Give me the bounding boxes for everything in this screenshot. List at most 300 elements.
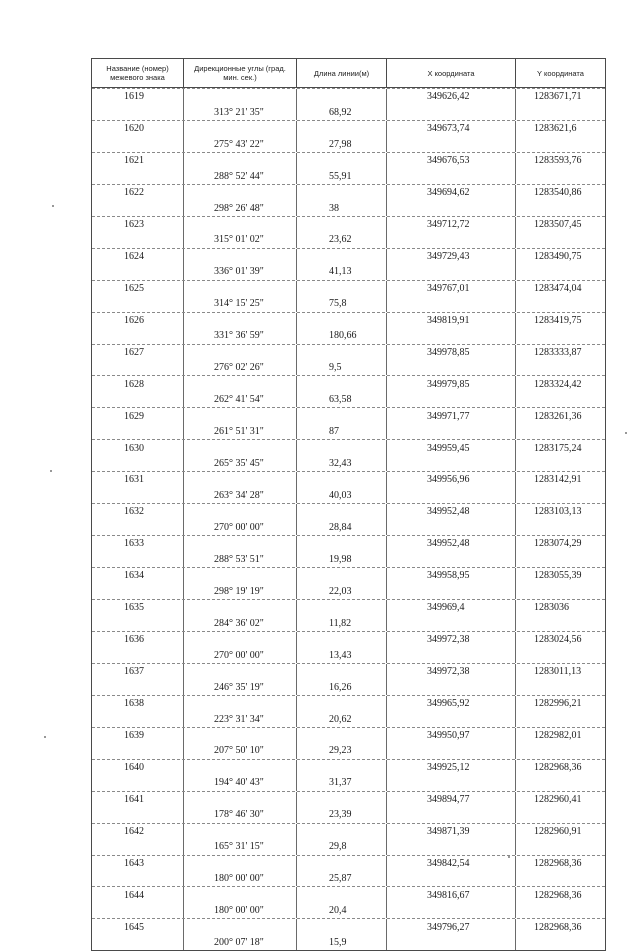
x-coordinate-cell-empty [387, 775, 516, 790]
length-cell-empty [297, 472, 387, 487]
scan-speck [52, 205, 54, 207]
segment-row [92, 615, 605, 630]
y-coordinate-cell: 1282968,36 [534, 857, 582, 869]
length-cell: 55,91 [297, 168, 387, 183]
point-name-cell-empty [92, 200, 184, 215]
angle-cell-empty [184, 536, 297, 551]
angle-cell-empty [184, 345, 297, 360]
angle-cell: 298° 19' 19" [184, 584, 297, 599]
y-coordinate-cell-empty [516, 456, 605, 471]
angle-cell-empty [184, 568, 297, 583]
segment-row [92, 424, 605, 439]
length-cell-empty [297, 760, 387, 775]
segment-row [92, 679, 605, 694]
angle-cell: 276° 02' 26" [184, 360, 297, 375]
y-coordinate-cell-empty [516, 839, 605, 854]
point-row [92, 599, 605, 615]
x-coordinate-cell-empty [387, 488, 516, 503]
y-coordinate-cell: 1283474,04 [534, 282, 582, 294]
segment-row [92, 743, 605, 758]
y-coordinate-cell: 1283671,71 [534, 91, 582, 103]
length-cell-empty [297, 887, 387, 902]
length-cell-empty [297, 440, 387, 455]
y-coordinate-cell-empty [516, 935, 605, 950]
point-name-cell: 1624 [92, 249, 184, 264]
x-coordinate-cell: 349978,85 [387, 345, 516, 360]
point-name-cell-empty [92, 679, 184, 694]
x-coordinate-cell-empty [387, 711, 516, 726]
table-body [92, 88, 605, 950]
length-cell: 25,87 [297, 871, 387, 886]
x-coordinate-cell-empty [387, 136, 516, 151]
length-cell-empty [297, 376, 387, 391]
angle-cell-empty [184, 185, 297, 200]
point-name-cell: 1638 [92, 696, 184, 711]
angle-cell-empty [184, 792, 297, 807]
x-coordinate-cell-empty [387, 392, 516, 407]
angle-cell: 314° 15' 25" [184, 296, 297, 311]
length-cell: 29,8 [297, 839, 387, 854]
x-coordinate-cell-empty [387, 807, 516, 822]
segment-row [92, 871, 605, 886]
length-cell: 38 [297, 200, 387, 215]
point-name-cell-empty [92, 935, 184, 950]
point-row [92, 216, 605, 232]
point-name-cell-empty [92, 136, 184, 151]
point-name-cell: 1639 [92, 728, 184, 743]
x-coordinate-cell: 349979,85 [387, 376, 516, 391]
x-coordinate-cell-empty [387, 520, 516, 535]
point-name-cell-empty [92, 743, 184, 758]
length-cell-empty [297, 121, 387, 136]
point-name-cell-empty [92, 647, 184, 662]
point-name-cell-empty [92, 552, 184, 567]
y-coordinate-cell: 1283175,24 [534, 442, 582, 454]
point-name-cell: 1620 [92, 121, 184, 136]
x-coordinate-cell: 349816,67 [387, 887, 516, 902]
y-coordinate-cell-empty [516, 328, 605, 343]
segment-row [92, 168, 605, 183]
point-name-cell-empty [92, 584, 184, 599]
length-cell: 27,98 [297, 136, 387, 151]
segment-row [92, 360, 605, 375]
point-row [92, 918, 605, 934]
y-coordinate-cell-empty [516, 296, 605, 311]
length-cell-empty [297, 217, 387, 232]
point-name-cell: 1630 [92, 440, 184, 455]
x-coordinate-cell: 349729,43 [387, 249, 516, 264]
y-coordinate-cell-empty [516, 520, 605, 535]
point-name-cell-empty [92, 903, 184, 918]
x-coordinate-cell-empty [387, 615, 516, 630]
length-cell: 11,82 [297, 615, 387, 630]
y-coordinate-cell: 1283490,75 [534, 250, 582, 262]
x-coordinate-cell: 349673,74 [387, 121, 516, 136]
segment-row [92, 456, 605, 471]
y-coordinate-cell: 1283540,86 [534, 187, 582, 199]
x-coordinate-cell-empty [387, 743, 516, 758]
point-name-cell: 1634 [92, 568, 184, 583]
length-cell-empty [297, 696, 387, 711]
length-cell-empty [297, 345, 387, 360]
segment-row [92, 328, 605, 343]
y-coordinate-cell: 1282982,01 [534, 729, 582, 741]
x-coordinate-cell: 349694,62 [387, 185, 516, 200]
x-coordinate-cell: 349676,53 [387, 153, 516, 168]
x-coordinate-cell: 349969,4 [387, 600, 516, 615]
x-coordinate-cell-empty [387, 424, 516, 439]
length-cell: 15,9 [297, 935, 387, 950]
point-row [92, 248, 605, 264]
angle-cell: 194° 40' 43" [184, 775, 297, 790]
y-coordinate-cell: 1283261,36 [534, 410, 582, 422]
header-y: Y координата [537, 68, 584, 78]
segment-row [92, 264, 605, 279]
length-cell: 22,03 [297, 584, 387, 599]
segment-row [92, 903, 605, 918]
x-coordinate-cell: 349950,97 [387, 728, 516, 743]
point-row [92, 663, 605, 679]
point-row [92, 120, 605, 136]
y-coordinate-cell: 1283621,6 [534, 123, 577, 135]
point-name-cell-empty [92, 232, 184, 247]
y-coordinate-cell-empty [516, 488, 605, 503]
point-name-cell-empty [92, 328, 184, 343]
angle-cell-empty [184, 760, 297, 775]
x-coordinate-cell-empty [387, 200, 516, 215]
x-coordinate-cell-empty [387, 456, 516, 471]
angle-cell: 270° 00' 00" [184, 520, 297, 535]
point-row [92, 184, 605, 200]
angle-cell-empty [184, 472, 297, 487]
point-name-cell: 1622 [92, 185, 184, 200]
y-coordinate-cell: 1283507,45 [534, 218, 582, 230]
angle-cell: 178° 46' 30" [184, 807, 297, 822]
length-cell: 19,98 [297, 552, 387, 567]
segment-row [92, 839, 605, 854]
header-length: Длина линии(м) [297, 59, 387, 87]
angle-cell-empty [184, 89, 297, 104]
y-coordinate-cell-empty [516, 679, 605, 694]
header-point-name: Название (номер) межевого знака [92, 59, 184, 87]
segment-row [92, 136, 605, 151]
point-row [92, 567, 605, 583]
segment-row [92, 520, 605, 535]
y-coordinate-cell: 1283103,13 [534, 506, 582, 518]
y-coordinate-cell-empty [516, 424, 605, 439]
length-cell: 31,37 [297, 775, 387, 790]
x-coordinate-cell-empty [387, 264, 516, 279]
x-coordinate-cell-empty [387, 839, 516, 854]
length-cell: 9,5 [297, 360, 387, 375]
segment-row [92, 807, 605, 822]
length-cell: 16,26 [297, 679, 387, 694]
length-cell: 13,43 [297, 647, 387, 662]
angle-cell-empty [184, 696, 297, 711]
x-coordinate-cell: 349971,77 [387, 408, 516, 423]
point-name-cell-empty [92, 296, 184, 311]
segment-row [92, 775, 605, 790]
angle-cell-empty [184, 632, 297, 647]
point-row [92, 823, 605, 839]
segment-row [92, 584, 605, 599]
y-coordinate-cell-empty [516, 136, 605, 151]
length-cell-empty [297, 568, 387, 583]
length-cell: 32,43 [297, 456, 387, 471]
y-coordinate-cell-empty [516, 871, 605, 886]
y-coordinate-cell: 1283011,13 [534, 666, 582, 678]
point-row [92, 503, 605, 519]
point-name-cell: 1625 [92, 281, 184, 296]
point-name-cell: 1637 [92, 664, 184, 679]
length-cell-empty [297, 185, 387, 200]
point-name-cell-empty [92, 424, 184, 439]
x-coordinate-cell: 349956,96 [387, 472, 516, 487]
point-name-cell-empty [92, 264, 184, 279]
y-coordinate-cell: 1283074,29 [534, 538, 582, 550]
length-cell: 28,84 [297, 520, 387, 535]
angle-cell: 262° 41' 54" [184, 392, 297, 407]
point-name-cell: 1619 [92, 89, 184, 104]
x-coordinate-cell: 349796,27 [387, 919, 516, 934]
angle-cell-empty [184, 313, 297, 328]
point-row [92, 886, 605, 902]
point-name-cell: 1621 [92, 153, 184, 168]
x-coordinate-cell-empty [387, 871, 516, 886]
y-coordinate-cell: 1283593,76 [534, 155, 582, 167]
length-cell: 68,92 [297, 104, 387, 119]
segment-row [92, 296, 605, 311]
x-coordinate-cell: 349958,95 [387, 568, 516, 583]
length-cell: 40,03 [297, 488, 387, 503]
angle-cell-empty [184, 440, 297, 455]
length-cell-empty [297, 792, 387, 807]
length-cell-empty [297, 408, 387, 423]
x-coordinate-cell-empty [387, 647, 516, 662]
x-coordinate-cell: 349972,38 [387, 632, 516, 647]
x-coordinate-cell-empty [387, 296, 516, 311]
point-name-cell-empty [92, 456, 184, 471]
length-cell: 23,39 [297, 807, 387, 822]
segment-row [92, 711, 605, 726]
point-name-cell: 1632 [92, 504, 184, 519]
length-cell: 20,62 [297, 711, 387, 726]
length-cell: 180,66 [297, 328, 387, 343]
y-coordinate-cell-empty [516, 807, 605, 822]
angle-cell: 331° 36' 59" [184, 328, 297, 343]
x-coordinate-cell-empty [387, 104, 516, 119]
point-name-cell-empty [92, 520, 184, 535]
angle-cell-empty [184, 600, 297, 615]
y-coordinate-cell-empty [516, 200, 605, 215]
point-row [92, 439, 605, 455]
length-cell-empty [297, 536, 387, 551]
x-coordinate-cell: 349925,12 [387, 760, 516, 775]
header-angles: Дирекционные углы (град. мин. сек.) [184, 59, 297, 87]
y-coordinate-cell-empty [516, 104, 605, 119]
scan-speck [508, 856, 510, 858]
x-coordinate-cell: 349871,39 [387, 824, 516, 839]
angle-cell-empty [184, 664, 297, 679]
angle-cell: 298° 26' 48" [184, 200, 297, 215]
point-row [92, 791, 605, 807]
point-name-cell-empty [92, 839, 184, 854]
segment-row [92, 488, 605, 503]
point-name-cell: 1641 [92, 792, 184, 807]
length-cell-empty [297, 153, 387, 168]
segment-row [92, 552, 605, 567]
point-row [92, 535, 605, 551]
x-coordinate-cell: 349894,77 [387, 792, 516, 807]
point-row [92, 312, 605, 328]
x-coordinate-cell-empty [387, 584, 516, 599]
length-cell-empty [297, 728, 387, 743]
length-cell-empty [297, 632, 387, 647]
angle-cell: 275° 43' 22" [184, 136, 297, 151]
point-name-cell: 1631 [92, 472, 184, 487]
point-name-cell-empty [92, 360, 184, 375]
y-coordinate-cell: 1283419,75 [534, 314, 582, 326]
x-coordinate-cell: 349959,45 [387, 440, 516, 455]
point-name-cell-empty [92, 392, 184, 407]
angle-cell: 180° 00' 00" [184, 903, 297, 918]
angle-cell-empty [184, 887, 297, 902]
length-cell-empty [297, 919, 387, 934]
y-coordinate-cell: 1283036 [534, 602, 569, 614]
length-cell: 87 [297, 424, 387, 439]
angle-cell: 223° 31' 34" [184, 711, 297, 726]
angle-cell: 315° 01' 02" [184, 232, 297, 247]
length-cell-empty [297, 824, 387, 839]
y-coordinate-cell: 1283333,87 [534, 346, 582, 358]
x-coordinate-cell-empty [387, 360, 516, 375]
point-name-cell-empty [92, 615, 184, 630]
length-cell: 20,4 [297, 903, 387, 918]
y-coordinate-cell-empty [516, 647, 605, 662]
x-coordinate-cell: 349842,54 [387, 856, 516, 871]
angle-cell-empty [184, 856, 297, 871]
length-cell-empty [297, 89, 387, 104]
y-coordinate-cell: 1282960,91 [534, 825, 582, 837]
point-name-cell: 1627 [92, 345, 184, 360]
length-cell: 29,23 [297, 743, 387, 758]
point-name-cell: 1628 [92, 376, 184, 391]
x-coordinate-cell: 349819,91 [387, 313, 516, 328]
x-coordinate-cell-empty [387, 903, 516, 918]
x-coordinate-cell: 349965,92 [387, 696, 516, 711]
y-coordinate-cell: 1282968,36 [534, 761, 582, 773]
angle-cell-empty [184, 281, 297, 296]
length-cell-empty [297, 249, 387, 264]
point-row [92, 375, 605, 391]
segment-row [92, 647, 605, 662]
y-coordinate-cell: 1282968,36 [534, 889, 582, 901]
scan-speck [50, 470, 52, 472]
y-coordinate-cell-empty [516, 584, 605, 599]
point-name-cell: 1642 [92, 824, 184, 839]
scan-speck [625, 432, 627, 434]
y-coordinate-cell-empty [516, 615, 605, 630]
y-coordinate-cell-empty [516, 711, 605, 726]
point-row [92, 695, 605, 711]
scan-speck [44, 736, 46, 738]
point-name-cell: 1643 [92, 856, 184, 871]
length-cell-empty [297, 664, 387, 679]
point-row [92, 855, 605, 871]
angle-cell: 200° 07' 18" [184, 935, 297, 950]
point-name-cell-empty [92, 711, 184, 726]
length-cell-empty [297, 600, 387, 615]
x-coordinate-cell-empty [387, 328, 516, 343]
point-name-cell-empty [92, 168, 184, 183]
y-coordinate-cell: 1283055,39 [534, 570, 582, 582]
angle-cell-empty [184, 376, 297, 391]
segment-row [92, 935, 605, 950]
point-name-cell-empty [92, 775, 184, 790]
point-row [92, 407, 605, 423]
point-name-cell: 1626 [92, 313, 184, 328]
angle-cell-empty [184, 153, 297, 168]
angle-cell-empty [184, 728, 297, 743]
point-row [92, 88, 605, 104]
angle-cell-empty [184, 504, 297, 519]
x-coordinate-cell: 349767,01 [387, 281, 516, 296]
segment-row [92, 232, 605, 247]
angle-cell: 265° 35' 45" [184, 456, 297, 471]
point-name-cell-empty [92, 807, 184, 822]
length-cell: 23,62 [297, 232, 387, 247]
y-coordinate-cell-empty [516, 168, 605, 183]
point-name-cell-empty [92, 104, 184, 119]
point-name-cell-empty [92, 488, 184, 503]
point-name-cell: 1635 [92, 600, 184, 615]
angle-cell-empty [184, 217, 297, 232]
header-x: X координата [387, 59, 516, 87]
angle-cell: 246° 35' 19" [184, 679, 297, 694]
y-coordinate-cell: 1283024,56 [534, 634, 582, 646]
table-header [92, 59, 605, 88]
length-cell: 63,58 [297, 392, 387, 407]
x-coordinate-cell: 349952,48 [387, 536, 516, 551]
x-coordinate-cell-empty [387, 935, 516, 950]
x-coordinate-cell: 349972,38 [387, 664, 516, 679]
length-cell: 41,13 [297, 264, 387, 279]
point-name-cell: 1645 [92, 919, 184, 934]
y-coordinate-cell-empty [516, 232, 605, 247]
segment-row [92, 200, 605, 215]
angle-cell: 336° 01' 39" [184, 264, 297, 279]
angle-cell: 207° 50' 10" [184, 743, 297, 758]
length-cell-empty [297, 856, 387, 871]
point-row [92, 280, 605, 296]
segment-row [92, 392, 605, 407]
angle-cell: 165° 31' 15" [184, 839, 297, 854]
y-coordinate-cell-empty [516, 264, 605, 279]
length-cell: 75,8 [297, 296, 387, 311]
x-coordinate-cell: 349952,48 [387, 504, 516, 519]
y-coordinate-cell-empty [516, 552, 605, 567]
y-coordinate-cell-empty [516, 392, 605, 407]
angle-cell: 284° 36' 02" [184, 615, 297, 630]
point-name-cell-empty [92, 871, 184, 886]
coordinates-table [91, 58, 606, 951]
length-cell-empty [297, 281, 387, 296]
point-row [92, 727, 605, 743]
y-coordinate-cell: 1282968,36 [534, 921, 582, 933]
y-coordinate-cell: 1283142,91 [534, 474, 582, 486]
point-name-cell: 1623 [92, 217, 184, 232]
point-name-cell: 1636 [92, 632, 184, 647]
